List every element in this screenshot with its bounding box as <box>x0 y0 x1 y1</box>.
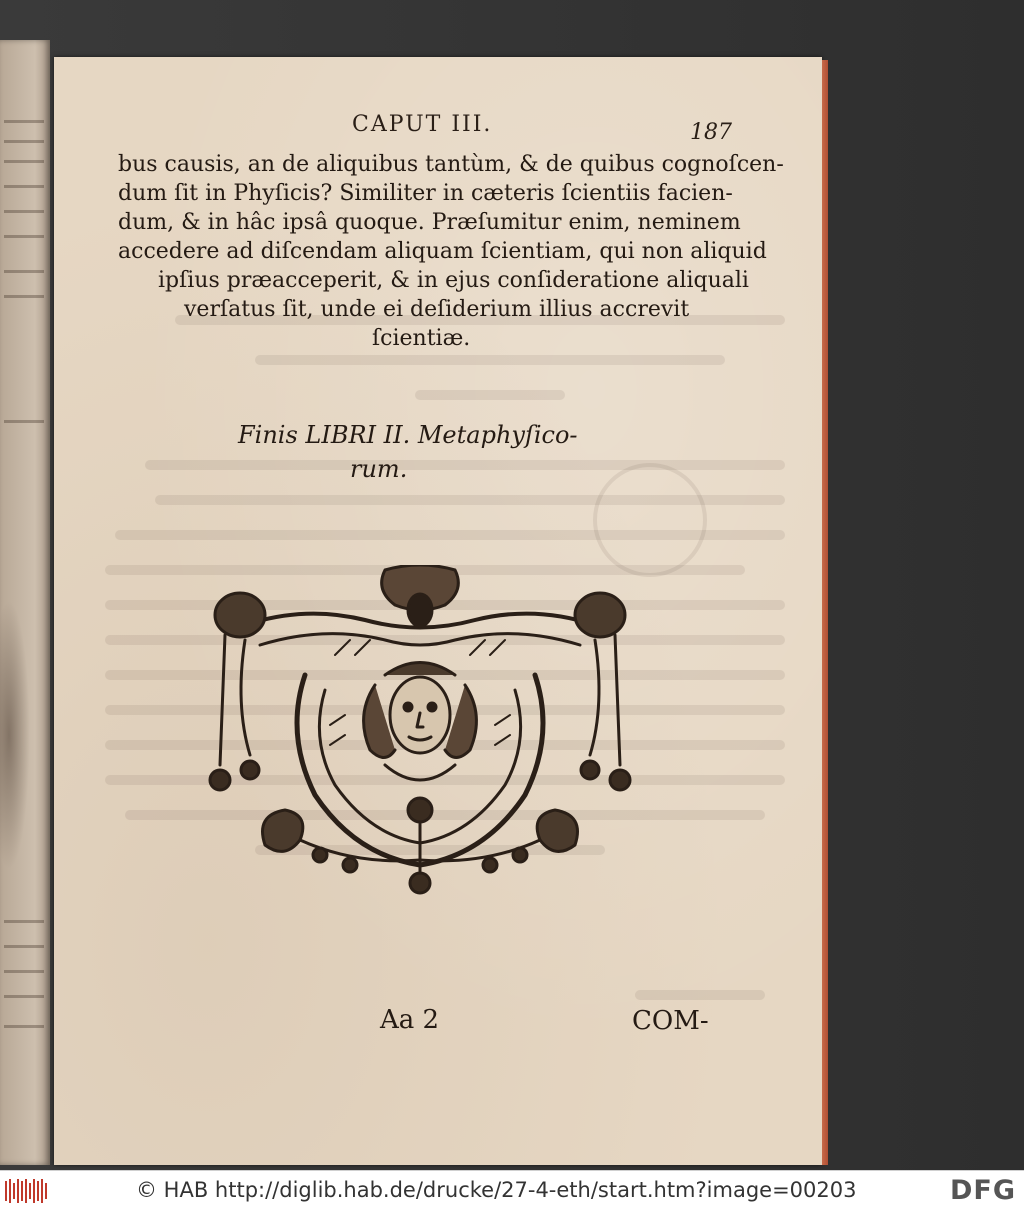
running-head: CAPUT III. <box>352 112 493 137</box>
text-line: dum ſit in Phyſicis? Similiter in cæteris ſcientiis facien- <box>118 181 733 206</box>
text-line: verſatus ſit, unde ei deſiderium illius accrevit <box>184 297 690 322</box>
text-line: ipſius præacceperit, & in ejus conſideratione aliquali <box>158 268 749 293</box>
hab-barcode-logo-icon <box>4 1177 48 1205</box>
dfg-logo: DFG <box>949 1175 1016 1206</box>
book-end-heading <box>238 418 578 486</box>
body-paragraph <box>118 150 784 353</box>
text-line: dum, & in hâc ipsâ quoque. Præſumitur enim, neminem <box>118 210 741 235</box>
text-line: bus causis, an de aliquibus tantùm, & de quibus cognoſcen- <box>118 152 784 177</box>
woodcut-ornament <box>205 565 635 905</box>
text-line: accedere ad diſcendam aliquam ſcientiam, qui non aliquid <box>118 239 767 264</box>
finis-line-2: rum. <box>350 455 408 483</box>
finis-line-1: Finis LIBRI II. Metaphyſico- <box>238 421 578 449</box>
text-line: ſcientiæ. <box>372 326 471 351</box>
page-number: 187 <box>690 120 732 145</box>
footer-credit-link[interactable]: © HAB http://diglib.hab.de/drucke/27-4-eth/start.htm?image=00203 <box>136 1178 857 1202</box>
catchword: COM- <box>632 1006 709 1036</box>
signature-mark: Aa 2 <box>380 1005 440 1035</box>
footer-bar <box>0 1170 1024 1210</box>
